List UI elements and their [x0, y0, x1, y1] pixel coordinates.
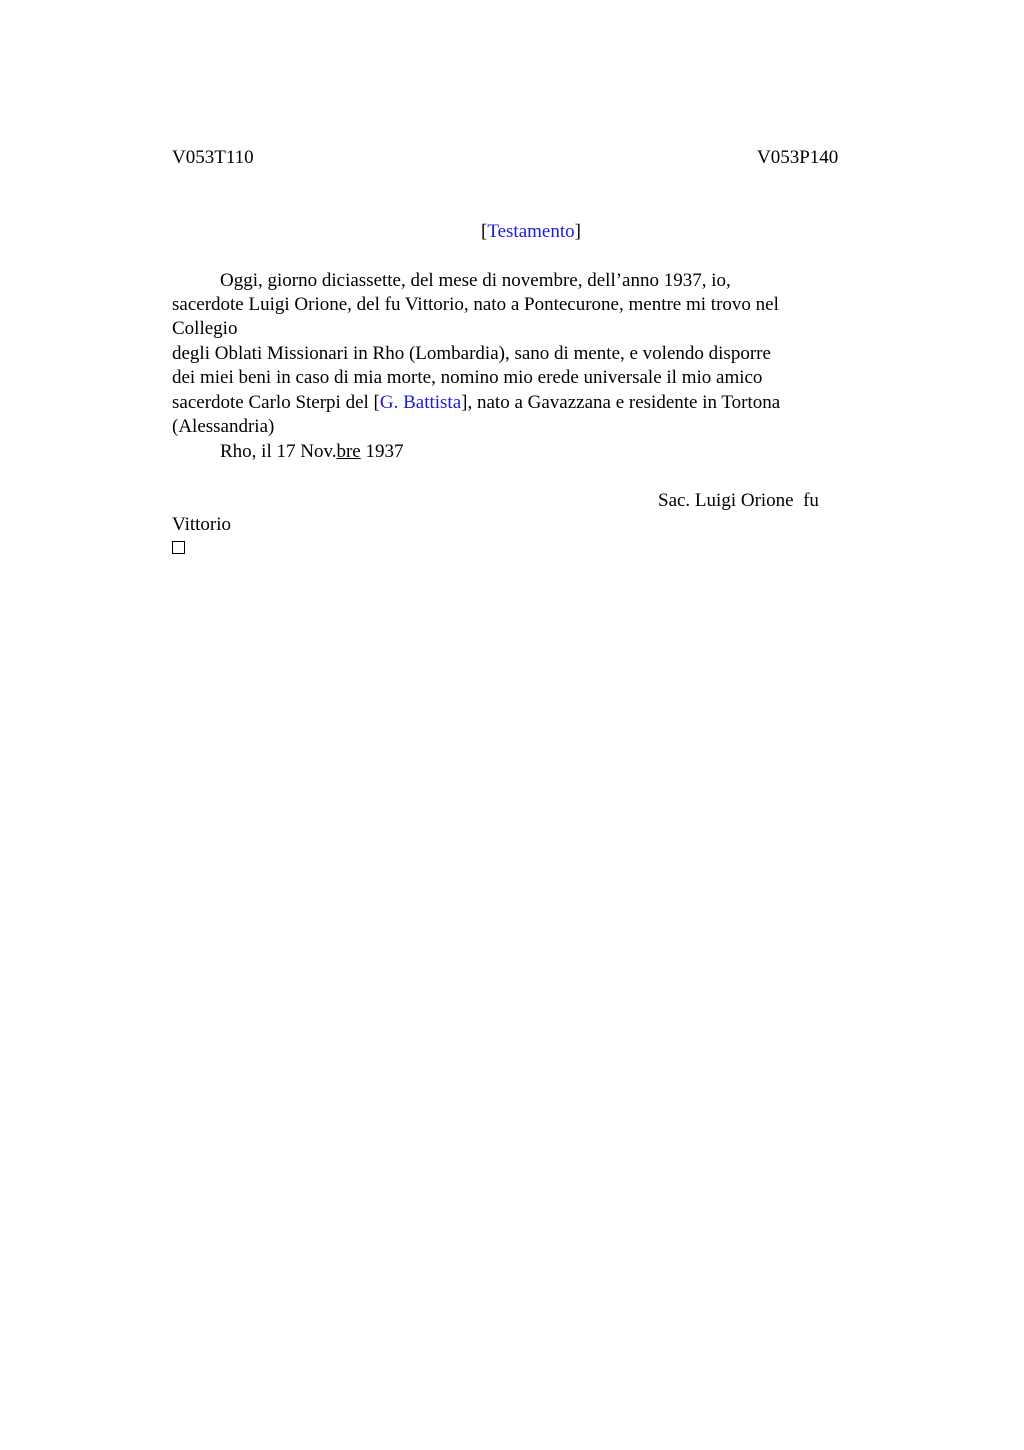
- body-line-6-editorial: G. Battista: [379, 392, 462, 413]
- body-line-6-pre: sacerdote Carlo Sterpi del [: [172, 392, 380, 413]
- title-close-bracket: ]: [574, 221, 581, 242]
- right-code: V053P140: [757, 147, 839, 168]
- body-line-7: (Alessandria): [172, 416, 275, 437]
- title-text: Testamento: [487, 221, 575, 242]
- checkbox-glyph: [172, 541, 185, 554]
- body-line-4: degli Oblati Missionari in Rho (Lombardia), sano di mente, e volendo disporre: [172, 343, 771, 364]
- body-line-6-post: ], nato a Gavazzana e residente in Tortona: [461, 392, 781, 413]
- body-line-1: Oggi, giorno diciassette, del mese di novembre, dell’anno 1937, io,: [220, 270, 731, 291]
- signature-line-2: Vittorio: [172, 514, 232, 535]
- date-superscript: bre: [336, 441, 361, 462]
- signature-line-1: Sac. Luigi Orione fu: [658, 490, 819, 511]
- body-line-2: sacerdote Luigi Orione, del fu Vittorio, nato a Pontecurone, mentre mi trovo nel: [172, 294, 779, 315]
- body-line-6: [172, 391, 780, 415]
- date-year: 1937: [360, 441, 404, 462]
- body-line-5: dei miei beni in caso di mia morte, nomino mio erede universale il mio amico: [172, 367, 763, 388]
- body-line-3: Collegio: [172, 318, 238, 339]
- left-code: V053T110: [172, 147, 254, 168]
- date-line: [220, 440, 403, 464]
- date-pre: Rho, il 17 Nov.: [220, 441, 337, 462]
- document-title: [481, 220, 581, 244]
- title-open-bracket: [: [481, 221, 488, 242]
